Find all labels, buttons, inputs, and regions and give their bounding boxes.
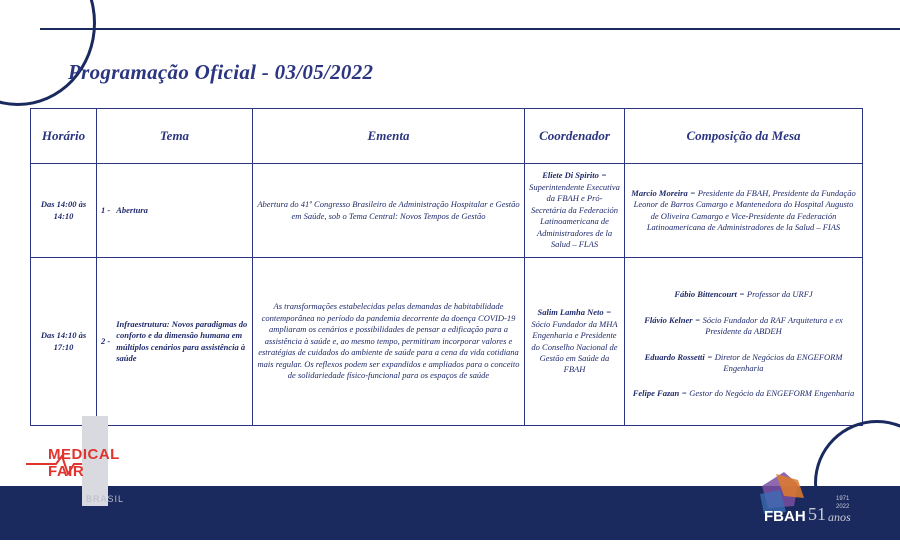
mesa-member-name: Flávio Kelner [644,314,693,325]
tema-cell [97,258,253,426]
column-header-tema: Tema [97,109,253,164]
fbah-year-end: 2022 [836,503,850,510]
column-header-coordenador: Coordenador [525,109,625,164]
mesa-member [629,315,858,338]
coordinator-cell [525,258,625,426]
program-table [30,108,863,426]
mesa-cell [625,164,863,258]
tema-text: Abertura [116,204,148,215]
decorative-arc-top-left [0,0,96,106]
coordinator-name: Salim Lamha Neto [537,307,604,318]
fbah-logo [754,466,874,530]
mesa-member-role: = Gestor do Negócio da ENGEFORM Engenharia [681,388,855,399]
top-divider-line [40,28,900,30]
page-title: Programação Oficial - 03/05/2022 [68,60,374,84]
tema-cell [97,164,253,258]
mesa-member [629,388,858,399]
column-header-horario: Horário [31,109,97,164]
logo-text-medical: MEDICAL [48,446,120,463]
mesa-member-name: Marcio Moreira [631,187,688,198]
column-header-mesa: Composição da Mesa [625,109,863,164]
ementa-cell: Abertura do 41º Congresso Brasileiro de Administração Hospitalar e Gestão em Saúde, sob o Tema Central: Novos Tempos de Gestão [253,164,525,258]
mesa-member-name: Felipe Fazan [632,388,680,399]
logo-text-fair: FAIR [48,463,85,480]
table-row [31,258,863,426]
coordinator-role: = Superintendente Executiva da FBAH e Pró-Secretária da Federación Latinoamericana de Administradores de la Salud – FLAS [529,170,620,250]
mesa-member-name: Fábio Bittencourt [674,289,737,300]
fbah-name: FBAH [764,508,806,525]
column-header-ementa: Ementa [253,109,525,164]
time-cell: Das 14:10 às 17:10 [31,258,97,426]
medical-fair-logo [26,416,126,506]
mesa-member [629,289,858,300]
fbah-51: 51 [808,504,826,524]
fbah-years [836,496,849,512]
tema-number: 1 - [101,204,111,215]
fbah-year-start: 1971 [836,496,850,502]
table-header-row [31,109,863,164]
coordinator-cell [525,164,625,258]
logo-text-brasil: BRASIL [86,494,125,504]
ementa-cell: As transformações estabelecidas pelas demandas de habitabilidade contemporânea no período da pandemia decorrente da doença COVID-19 ampliaram os cenários e possibilidades de pensar a edificação para a assistência à saúde e, ao mesmo tempo, permitiram incorporar valores e estratégias de cuidados do ambiente de saúde para a cena da vida cotidiana mais regular. Os reflexos podem ser expandidos e ampliados para o conceito de solidariedade físico-funcional para os espaços de saúde [253,258,525,426]
mesa-cell [625,258,863,426]
coordinator-name: Eliete Di Spirito [542,170,599,181]
tema-text: Infraestrutura: Novos paradigmas do conforto e da dimensão humana em múltiplos cenários para assistência à saúde [116,318,248,363]
table-row [31,164,863,258]
mesa-member [629,352,858,375]
tema-number: 2 - [101,335,111,346]
coordinator-role: = Sócio Fundador da MHA Engenharia e Presidente do Conselho Nacional de Gestão em Saúde da FBAH [531,307,618,375]
mesa-member-name: Eduardo Rossetti [644,351,705,362]
mesa-member-role: = Professor da URFJ [739,289,813,300]
fbah-anos: anos [828,510,851,524]
mesa-member-role: = Diretor de Negócios da ENGEFORM Engenharia [706,351,843,373]
mesa-member-role: = Presidente da FBAH, Presidente da Fundação Leonor de Barros Camargo e Mantenedora do Hospital Augusto de Oliveira Camargo e Vice-Presidente da Federación Latinoamericana de Administradores de la Salud – FIAS [633,187,856,232]
time-cell: Das 14:00 às 14:10 [31,164,97,258]
mesa-member-role: = Sócio Fundador da RAF Arquitetura e ex Presidente da ABDEH [694,314,843,337]
